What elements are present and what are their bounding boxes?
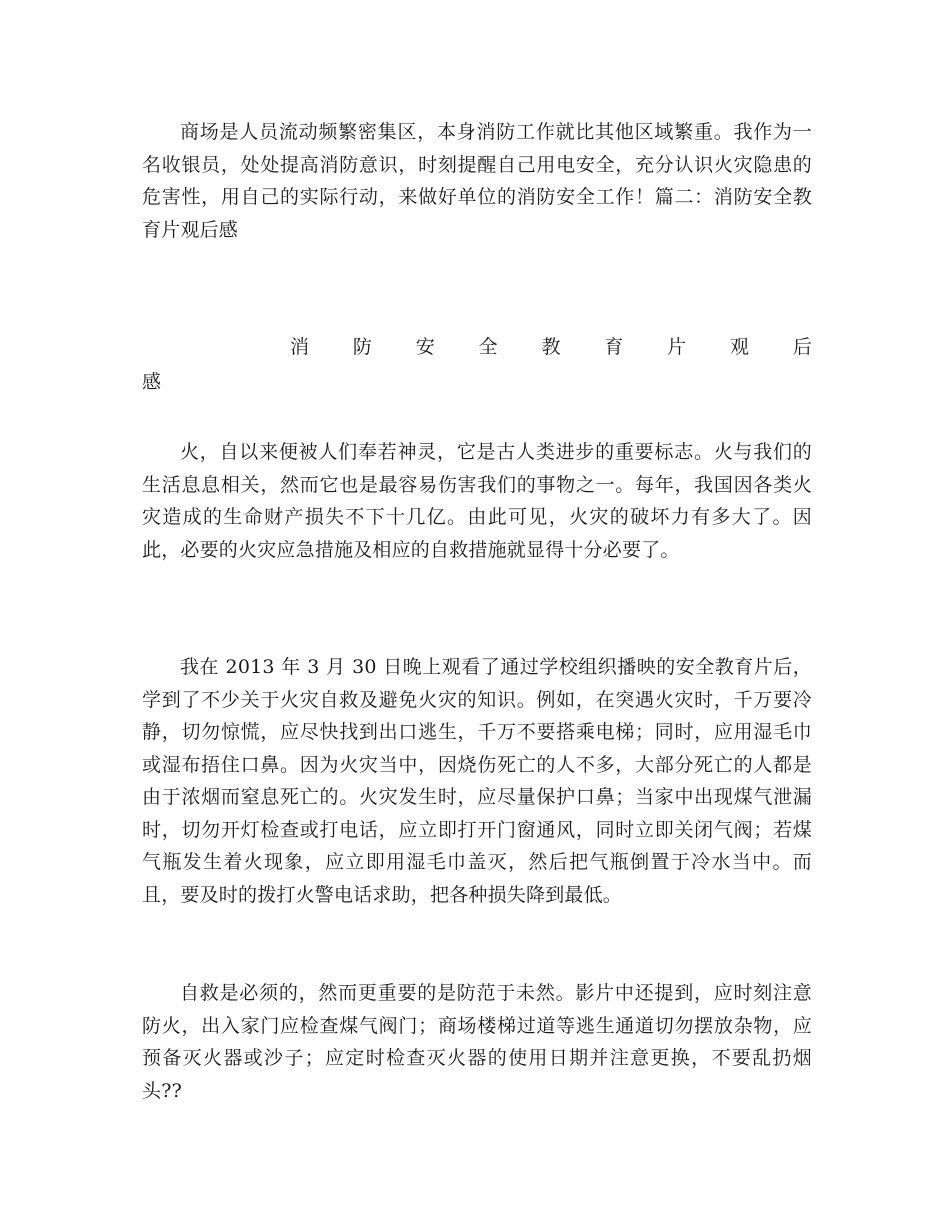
paragraph-3: 我在 2013 年 3 月 30 日晚上观看了通过学校组织播映的安全教育片后，学到了不少关于火灾自救及避免火灾的知识。例如，在突遇火灾时，千万要冷静，切勿惊慌，应尽快找到出口逃生，千万不要搭乘电梯；同时，应用湿毛巾或湿布捂住口鼻。因为火灾当中，因烧伤死亡的人不多，大部分死亡的人都是由于浓烟而窒息死亡的。火灾发生时，应尽量保护口鼻；当家中出现煤气泄漏时，切勿开灯检查或打电话，应立即打开门窗通风，同时立即关闭气阀；若煤气瓶发生着火现象，应立即用湿毛巾盖灭，然后把气瓶倒置于冷水当中。而且，要及时的拨打火警电话求助，把各种损失降到最低。 — [142, 656, 812, 906]
title-char: 后 — [792, 336, 812, 358]
section-title-tail: 感 — [142, 371, 162, 393]
title-char: 防 — [352, 336, 372, 358]
title-char: 安 — [415, 336, 435, 358]
paragraph-2: 火，自以来便被人们奉若神灵，它是古人类进步的重要标志。火与我们的生活息息相关，然而它也是最容易伤害我们的事物之一。每年，我国因各类火灾造成的生命财产损失不下十几亿。由此可见，火灾的破坏力有多大了。因此，必要的火灾应急措施及相应的自救措施就显得十分必要了。 — [142, 441, 812, 561]
title-char: 全 — [478, 336, 498, 358]
title-char: 教 — [541, 336, 561, 358]
title-char: 片 — [667, 336, 687, 358]
title-char: 育 — [604, 336, 624, 358]
title-char: 观 — [730, 336, 750, 358]
title-char: 消 — [290, 336, 310, 358]
paragraph-1: 商场是人员流动频繁密集区，本身消防工作就比其他区域繁重。我作为一名收银员，处处提高消防意识，时刻提醒自己用电安全，充分认识火灾隐患的危害性，用自己的实际行动，来做好单位的消防安全工作！篇二：消防安全教育片观后感 — [142, 121, 812, 241]
paragraph-4: 自救是必须的，然而更重要的是防范于未然。影片中还提到，应时刻注意防火，出入家门应检查煤气阀门；商场楼梯过道等逃生通道切勿摆放杂物，应预备灭火器或沙子；应定时检查灭火器的使用日期并注意更换，不要乱扔烟头?? — [142, 982, 812, 1102]
section-title — [290, 331, 812, 364]
